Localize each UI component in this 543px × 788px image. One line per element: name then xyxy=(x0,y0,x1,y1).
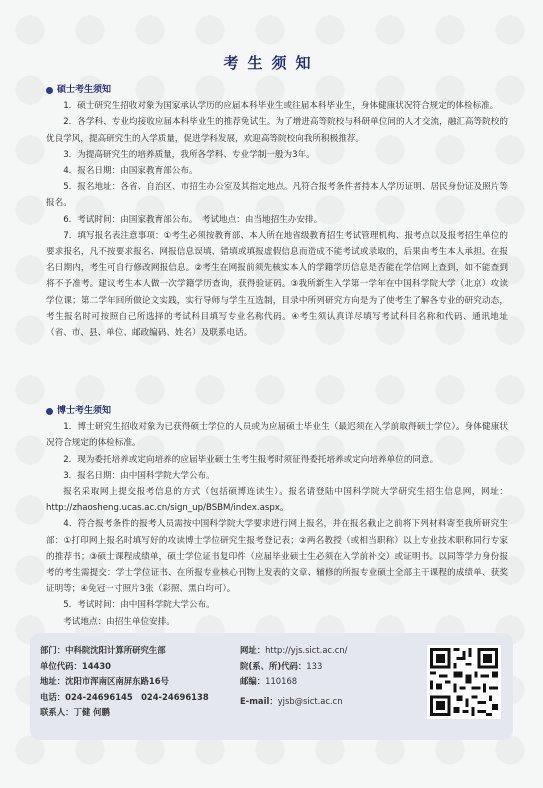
contact-footer xyxy=(30,633,513,740)
web-label: 网址： xyxy=(240,645,266,655)
masters-item-5: 5．报名地址：各省、自治区、市招生办公室及其指定地点。凡符合报考条件者持本人学历证明、居民身份证及照片等报名。 xyxy=(46,182,508,209)
code-value: 133 xyxy=(306,660,323,671)
bullet-icon xyxy=(46,87,53,94)
masters-heading xyxy=(46,82,508,98)
doctoral-item-5b: 考试地点：由招生单位安排。 xyxy=(63,616,175,627)
masters-item-4: 4．报名日期：由国家教育部公布。 xyxy=(63,166,198,177)
zip-label: 邮编： xyxy=(240,676,266,687)
doctoral-section xyxy=(46,403,508,630)
email-label: E-mail： xyxy=(240,695,278,706)
qr-code-icon xyxy=(427,645,501,719)
footer-phone: 电话：024-24696145 024-24696138 xyxy=(40,691,209,702)
doctoral-item-3b: 报名采取网上提交报考信息的方式（包括硕博连读生）。报名请登陆中国科学院大学研究生招生信息网，网址：http://zhaosheng.ucas.ac.cn/sign_up/BSBM/index.aspx。 xyxy=(46,487,508,514)
doctoral-item-5: 5．考试时间：由中国科学院大学公布。 xyxy=(63,600,215,611)
doctoral-heading-label: 博士考生须知 xyxy=(57,406,112,416)
footer-right xyxy=(240,643,420,709)
email-link[interactable]: yjsb@sict.ac.cn xyxy=(277,695,343,706)
doctoral-item-3: 3．报名日期：由中国科学院大学公布。 xyxy=(63,470,215,481)
zip-value: 110168 xyxy=(265,676,298,687)
masters-section xyxy=(46,82,508,341)
doctoral-heading xyxy=(46,403,508,419)
doctoral-item-4: 4．符合报考条件的报考人员需按中国科学院大学要求进行网上报名，并在报名截止之前将下列材料寄至我所研究生部：①打印网上报名时填写好的攻读博士学位研究生报考登记表；②两名教授（或相当职称）以上专业技术职称同行专家的推荐书；③硕士课程成绩单，硕士学位证书复印件（应届毕业硕士生必须在入学前补交）或证明书。以同等学力身份报考的考生需提交：学士学位证书、在所报专业核心刊物上发表的文章、辅修的所报专业硕士全部主干课程的成绩单、获奖证明等；④免冠一寸照片3张（彩照、黑白均可）。 xyxy=(46,519,508,595)
code-label: 院(系、所)代码： xyxy=(240,660,307,671)
footer-dept: 部门：中科院沈阳计算所研究生部 xyxy=(40,645,166,655)
masters-item-6: 6．考试时间：由国家教育部公布。 考试地点：由当地招生办安排。 xyxy=(63,214,323,225)
footer-address: 地址：沈阳市浑南区南屏东路16号 xyxy=(40,676,169,687)
doctoral-item-2: 2．现为委托培养或定向培养的应届毕业硕士生考生报考时须征得委托培养或定向培养单位的同意。 xyxy=(63,454,439,465)
bullet-icon xyxy=(46,408,53,415)
footer-left xyxy=(40,643,240,721)
masters-heading-label: 硕士考生须知 xyxy=(57,85,112,95)
masters-item-7: 7．填写报名表注意事项：①考生必须按教育部、本人所在地省级教育招生考试管理机构、报考点以及报考招生单位的要求报名，凡不按要求报名、网报信息误填、错填或填报虚假信息而造成不能考试或录取的，后果由考生本人承担。在报名日期内，考生可自行修改网报信息。②考生在网报前须先核实本人的学籍学历信息是否能在学信网上查到，如不能查到将不予准考。建议考生本人做一次学籍学历查询，获得验证码。③我所新生入学第一学年在中国科学院大学（北京）攻读学位课；第二学年回所做论文实践，实行导师与学生互选制，目录中所列研究方向是为了使考生了解各专业的研究动态，考生报名时可按照自己所选择的考试科目填写专业名称代码。④考生须认真详尽填写考试科目名称和代码、通讯地址（省、市、县、单位、邮政编码、姓名）及联系电话。 xyxy=(46,230,508,339)
doctoral-item-1: 1．博士研究生招收对象为已获得硕士学位的人员或为应届硕士毕业生（最迟须在入学前取得硕士学位）。身体健康状况符合规定的体检标准。 xyxy=(46,422,508,449)
web-link[interactable]: http://yjs.sict.ac.cn/ xyxy=(265,645,348,655)
footer-postcode: 单位代码：14430 xyxy=(40,660,112,671)
masters-item-1: 1．硕士研究生招收对象为国家承认学历的应届本科毕业生或往届本科毕业生，身体健康状况符合规定的体检标准。 xyxy=(63,101,499,112)
masters-item-3: 3．为提高研究生的培养质量，我所各学科、专业学制一般为3年。 xyxy=(63,149,315,160)
footer-contact: 联系人：丁健 何鹏 xyxy=(40,707,110,718)
page-title: 考生须知 xyxy=(223,54,320,72)
masters-item-2: 2．各学科、专业均接收应届本科毕业生的推荐免试生。为了增进高等院校与科研单位间的人才交流，融汇高等院校的优良学风，提高研究生的入学质量，促进学科发展，欢迎高等院校向我所积极推荐。 xyxy=(46,117,508,144)
